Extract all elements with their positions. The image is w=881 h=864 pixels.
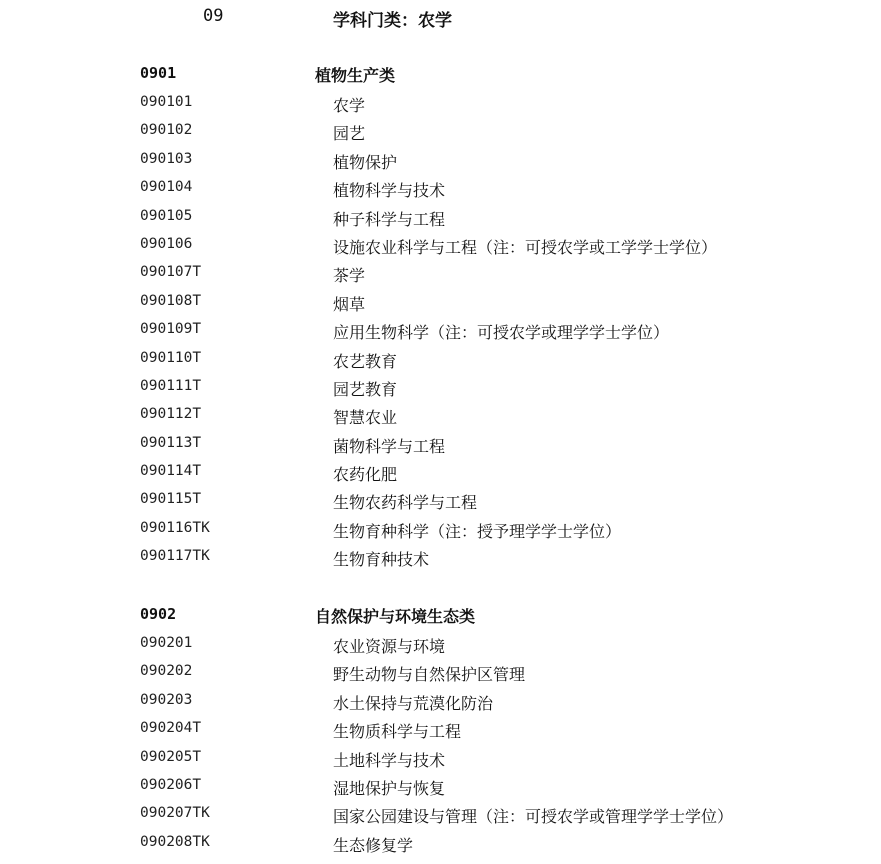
list-item — [0, 90, 881, 118]
major-code: 090108T — [140, 292, 202, 309]
major-name: 植物科学与技术 — [333, 181, 446, 201]
section-code: 0901 — [140, 64, 177, 82]
major-name: 生物农药科学与工程 — [333, 493, 478, 513]
major-name: 野生动物与自然保护区管理 — [333, 665, 526, 685]
major-code: 090107T — [140, 264, 202, 281]
major-code: 090117TK — [140, 548, 210, 565]
major-list — [0, 90, 881, 573]
list-item — [0, 289, 881, 317]
major-code: 090113T — [140, 434, 202, 451]
major-code: 090109T — [140, 321, 202, 338]
major-list — [0, 631, 881, 858]
list-item — [0, 516, 881, 544]
list-item — [0, 631, 881, 659]
list-item — [0, 118, 881, 146]
major-name: 农业资源与环境 — [333, 637, 446, 656]
major-name: 农药化肥 — [333, 465, 398, 485]
list-item — [0, 232, 881, 260]
list-item — [0, 317, 881, 345]
major-code: 090202 — [140, 663, 193, 680]
list-item — [0, 487, 881, 515]
section-code: 0902 — [140, 605, 177, 623]
major-code: 090114T — [140, 463, 202, 480]
list-item — [0, 402, 881, 430]
major-code: 090106 — [140, 235, 193, 252]
major-name: 茶学 — [333, 266, 366, 286]
major-code: 090205T — [140, 748, 202, 765]
major-code: 090207TK — [140, 805, 210, 822]
major-name: 农艺教育 — [333, 351, 398, 371]
major-name: 农学 — [333, 96, 366, 115]
section-name: 自然保护与环境生态类 — [315, 607, 476, 626]
page-header — [0, 6, 881, 30]
major-name: 种子科学与工程 — [333, 209, 446, 229]
list-item — [0, 431, 881, 459]
list-item — [0, 175, 881, 203]
major-name: 生物育种技术 — [333, 550, 430, 570]
major-code: 090204T — [140, 720, 202, 737]
major-code: 090110T — [140, 349, 202, 366]
major-code: 090201 — [140, 635, 193, 651]
major-name: 菌物科学与工程 — [333, 436, 446, 456]
major-name: 智慧农业 — [333, 408, 398, 428]
major-code: 090208TK — [140, 833, 210, 850]
major-name: 水土保持与荒漠化防治 — [333, 693, 494, 713]
section-name: 植物生产类 — [315, 66, 396, 85]
list-item — [0, 260, 881, 288]
major-code: 090105 — [140, 207, 193, 224]
list-item — [0, 204, 881, 232]
discipline-title: 学科门类：农学 — [333, 11, 452, 31]
major-name: 生态修复学 — [333, 835, 414, 855]
list-item — [0, 830, 881, 858]
list-item — [0, 659, 881, 687]
list-item — [0, 374, 881, 402]
list-item — [0, 688, 881, 716]
discipline-code: 09 — [203, 6, 224, 26]
major-name: 设施农业科学与工程（注：可授农学或工学学士学位） — [333, 237, 718, 257]
list-item — [0, 745, 881, 773]
major-code: 090203 — [140, 691, 193, 708]
major-name: 烟草 — [333, 294, 366, 314]
major-name: 生物育种科学（注：授予理学学士学位） — [333, 521, 622, 541]
major-name: 生物质科学与工程 — [333, 722, 462, 742]
section-heading — [0, 601, 881, 631]
major-name: 植物保护 — [333, 152, 398, 172]
list-item — [0, 459, 881, 487]
major-code: 090206T — [140, 776, 202, 793]
list-item — [0, 773, 881, 801]
major-name: 园艺 — [333, 124, 366, 144]
major-code: 090103 — [140, 150, 193, 167]
list-item — [0, 716, 881, 744]
list-item — [0, 544, 881, 572]
major-code: 090115T — [140, 491, 202, 508]
major-code: 090101 — [140, 94, 193, 110]
major-name: 土地科学与技术 — [333, 750, 446, 770]
section-nature-protection — [0, 601, 881, 858]
major-name: 园艺教育 — [333, 379, 398, 399]
major-name: 湿地保护与恢复 — [333, 778, 446, 798]
list-item — [0, 346, 881, 374]
section-heading — [0, 60, 881, 90]
list-item — [0, 147, 881, 175]
major-code: 090112T — [140, 406, 202, 423]
list-item — [0, 801, 881, 829]
section-plant-production — [0, 60, 881, 573]
major-name: 应用生物科学（注：可授农学或理学学士学位） — [333, 323, 670, 343]
major-code: 090116TK — [140, 519, 210, 536]
major-name: 国家公园建设与管理（注：可授农学或管理学学士学位） — [333, 807, 734, 827]
major-code: 090111T — [140, 377, 202, 394]
major-code: 090104 — [140, 179, 193, 196]
major-code: 090102 — [140, 122, 193, 139]
